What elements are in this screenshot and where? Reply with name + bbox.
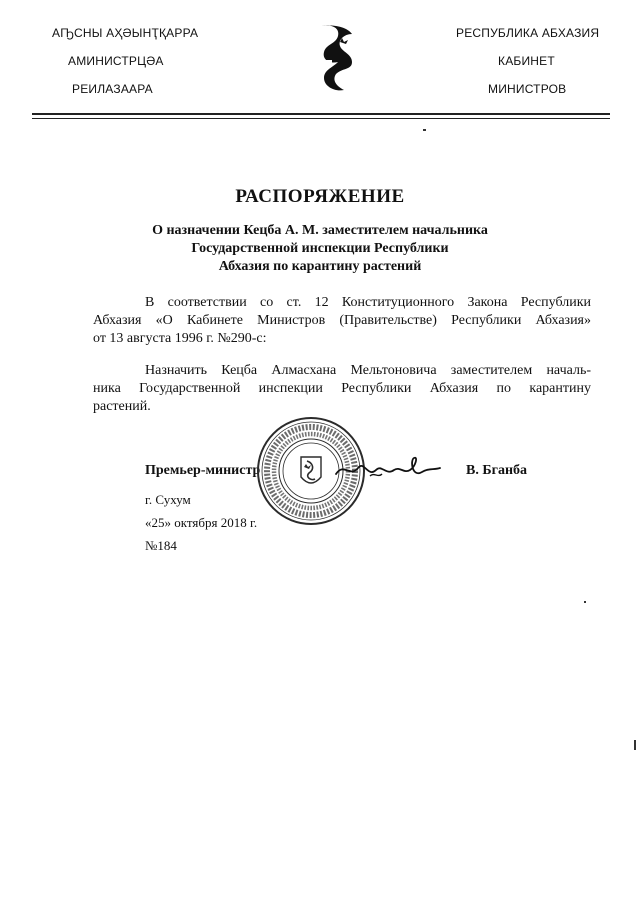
header-rule-top: [32, 113, 610, 115]
document-date: «25» октября 2018 г.: [145, 515, 258, 530]
paragraph-2-line-3: растений.: [93, 399, 151, 414]
header-left-line-2: АМИНИСТРЦӘА: [68, 54, 164, 68]
subject-line-3: Абхазия по карантину растений: [218, 259, 422, 274]
scan-speck: [634, 740, 636, 750]
document-city: г. Сухум: [145, 492, 191, 507]
paragraph-legal-basis: [93, 294, 591, 348]
document-number: №184: [145, 538, 177, 553]
signer-role: Премьер-министр: [145, 463, 261, 478]
header-right-block: [400, 0, 640, 110]
handwritten-signature: [330, 448, 450, 488]
header-left-line-1: АҦСНЫ АҲӘЫНҬҚАРРА: [52, 26, 199, 40]
subject-line-2: Государственной инспекции Республики: [191, 241, 449, 256]
paragraph-1-line-3: от 13 августа 1996 г. №290-с:: [93, 331, 267, 346]
paragraph-1-line-1: В соответствии со ст. 12 Конституционного Закона Республики: [145, 295, 591, 310]
seal-outer-text: [0, 0, 1, 1]
header-left-block: [0, 0, 300, 110]
header-right-line-2: КАБИНЕТ: [498, 54, 555, 68]
signer-name: В. Бганба: [466, 463, 528, 478]
scan-speck: [423, 129, 426, 131]
paragraph-2-line-2: ника Государственной инспекции Республики Абхазия по карантину: [93, 381, 591, 396]
header-right-line-1: РЕСПУБЛИКА АБХАЗИЯ: [456, 26, 600, 40]
subject-line-1: О назначении Кецба А. М. заместителем начальника: [152, 223, 488, 238]
abkhazia-emblem-icon: [318, 22, 356, 94]
paragraph-2-line-1: Назначить Кецба Алмасхана Мельтоновича заместителем началь-: [145, 363, 591, 378]
paragraph-1-line-2: Абхазия «О Кабинете Министров (Правительстве) Республики Абхазия»: [93, 313, 591, 328]
header-left-line-3: РЕИЛАЗААРА: [72, 82, 153, 96]
paragraph-appointment: [93, 362, 591, 416]
header-rule-bottom: [32, 118, 610, 119]
document-title: РАСПОРЯЖЕНИЕ: [235, 186, 405, 207]
scan-speck: [584, 601, 586, 603]
header-right-line-3: МИНИСТРОВ: [488, 82, 567, 96]
